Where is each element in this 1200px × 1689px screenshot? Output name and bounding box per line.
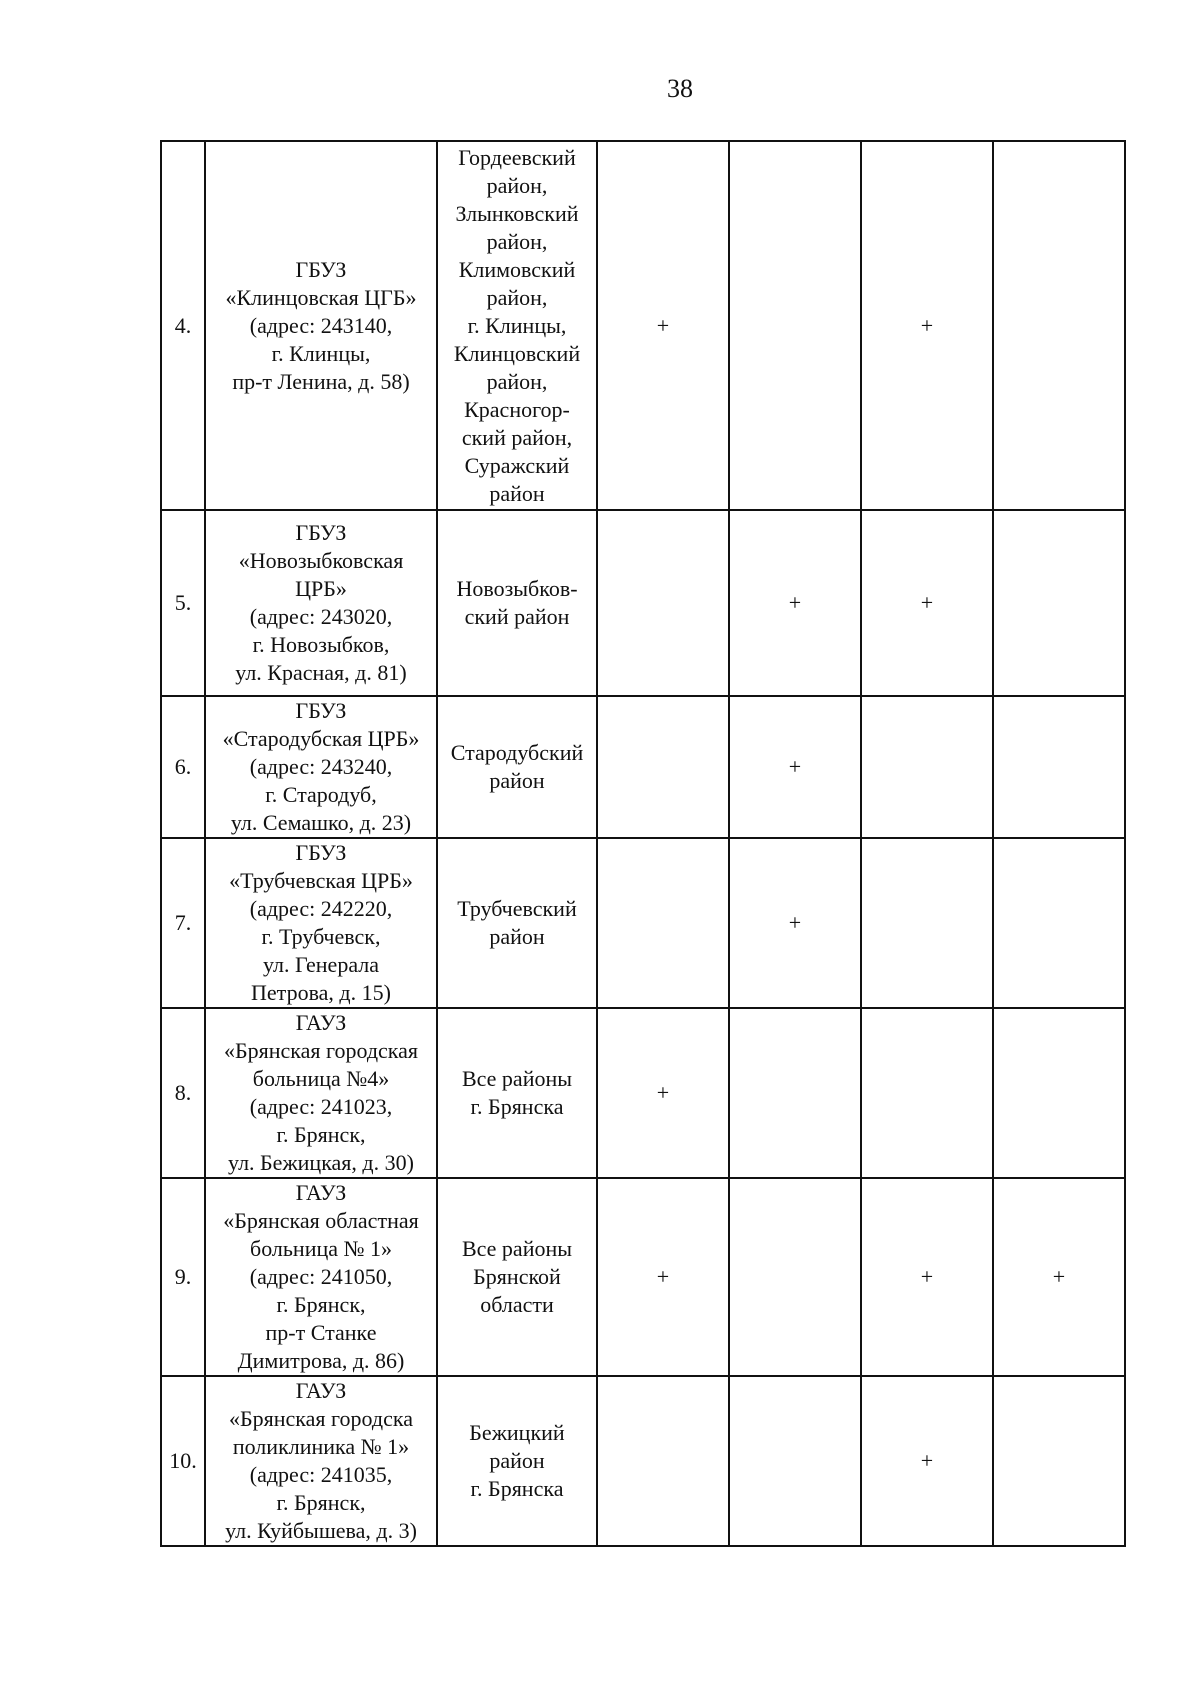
organization-cell: ГБУЗ «Клинцовская ЦГБ» (адрес: 243140, г. Клинцы, пр-т Ленина, д. 58) (205, 141, 437, 510)
table-row (161, 510, 1125, 696)
mark-cell: + (729, 838, 861, 1008)
mark-cell (597, 696, 729, 838)
mark-cell (861, 696, 993, 838)
mark-cell: + (861, 141, 993, 510)
mark-cell (597, 838, 729, 1008)
row-number: 10. (161, 1376, 205, 1546)
mark-cell (861, 838, 993, 1008)
mark-cell: + (729, 696, 861, 838)
mark-cell: + (861, 1178, 993, 1376)
service-area-cell: Все районы г. Брянска (437, 1008, 597, 1178)
page-number: 38 (667, 74, 693, 103)
table-row (161, 141, 1125, 510)
service-area-cell: Стародубский район (437, 696, 597, 838)
service-area-cell: Гордеевский район, Злынковский район, Климовский район, г. Клинцы, Клинцовский район, Красногор- ский район, Суражский район (437, 141, 597, 510)
mark-cell: + (597, 1008, 729, 1178)
row-number: 6. (161, 696, 205, 838)
service-area-cell: Все районы Брянской области (437, 1178, 597, 1376)
mark-cell: + (597, 1178, 729, 1376)
row-number: 5. (161, 510, 205, 696)
mark-cell (729, 1376, 861, 1546)
mark-cell (729, 141, 861, 510)
mark-cell (861, 1008, 993, 1178)
mark-cell (993, 1376, 1125, 1546)
row-number: 7. (161, 838, 205, 1008)
mark-cell (993, 1008, 1125, 1178)
row-number: 4. (161, 141, 205, 510)
organization-cell: ГАУЗ «Брянская городска поликлиника № 1» (адрес: 241035, г. Брянск, ул. Куйбышева, д. 3) (205, 1376, 437, 1546)
organization-cell: ГБУЗ «Стародубская ЦРБ» (адрес: 243240, г. Стародуб, ул. Семашко, д. 23) (205, 696, 437, 838)
table-row (161, 1376, 1125, 1546)
table-row (161, 1178, 1125, 1376)
mark-cell (993, 510, 1125, 696)
mark-cell (597, 1376, 729, 1546)
facilities-table (160, 140, 1126, 1547)
organization-cell: ГБУЗ «Трубчевская ЦРБ» (адрес: 242220, г. Трубчевск, ул. Генерала Петрова, д. 15) (205, 838, 437, 1008)
mark-cell (993, 696, 1125, 838)
mark-cell (993, 141, 1125, 510)
mark-cell: + (597, 141, 729, 510)
mark-cell: + (861, 510, 993, 696)
table-row (161, 696, 1125, 838)
row-number: 8. (161, 1008, 205, 1178)
organization-cell: ГБУЗ «Новозыбковская ЦРБ» (адрес: 243020, г. Новозыбков, ул. Красная, д. 81) (205, 510, 437, 696)
mark-cell: + (993, 1178, 1125, 1376)
service-area-cell: Новозыбков- ский район (437, 510, 597, 696)
mark-cell: + (861, 1376, 993, 1546)
row-number: 9. (161, 1178, 205, 1376)
mark-cell (597, 510, 729, 696)
table-row (161, 838, 1125, 1008)
mark-cell (729, 1008, 861, 1178)
organization-cell: ГАУЗ «Брянская областная больница № 1» (адрес: 241050, г. Брянск, пр-т Станке Димитрова, д. 86) (205, 1178, 437, 1376)
table-row (161, 1008, 1125, 1178)
service-area-cell: Бежицкий район г. Брянска (437, 1376, 597, 1546)
organization-cell: ГАУЗ «Брянская городская больница №4» (адрес: 241023, г. Брянск, ул. Бежицкая, д. 30) (205, 1008, 437, 1178)
mark-cell (993, 838, 1125, 1008)
mark-cell (729, 1178, 861, 1376)
mark-cell: + (729, 510, 861, 696)
service-area-cell: Трубчевский район (437, 838, 597, 1008)
